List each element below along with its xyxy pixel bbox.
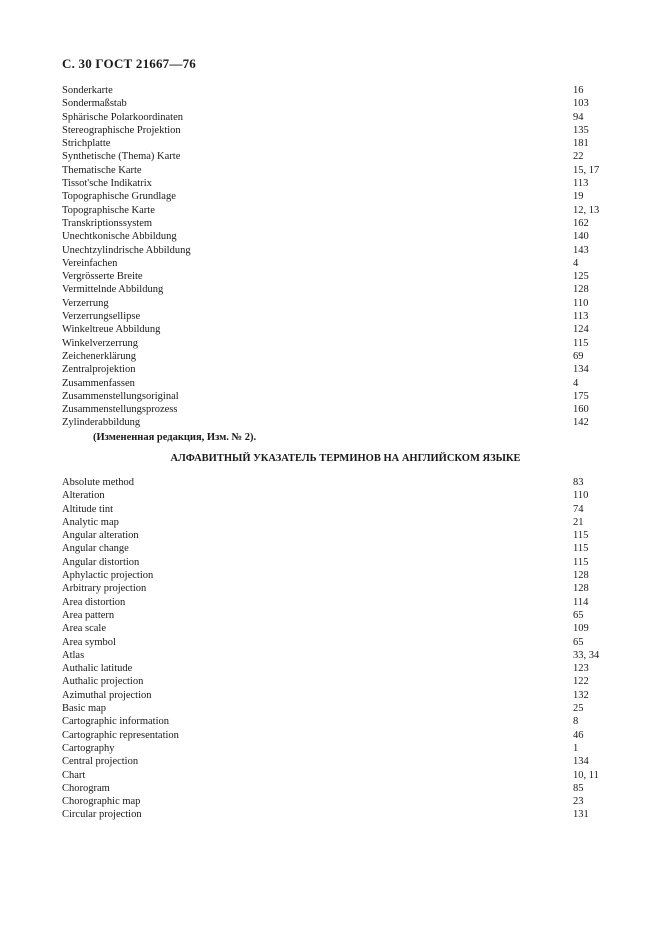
index-term: Atlas	[62, 649, 85, 661]
index-page-ref: 85	[573, 782, 584, 794]
index-term: Winkelverzerrung	[62, 337, 138, 349]
index-page-ref: 142	[573, 417, 589, 429]
index-term: Area symbol	[62, 636, 116, 648]
index-term: Unechtzylindrische Abbildung	[62, 244, 191, 256]
index-term: Zusammenstellungsprozess	[62, 404, 178, 416]
index-term: Strichplatte	[62, 138, 111, 150]
index-page-ref: 83	[573, 477, 584, 488]
index-page-ref: 113	[573, 311, 589, 323]
index-page-ref: 128	[573, 284, 589, 296]
index-term: Vermittelnde Abbildung	[62, 284, 164, 296]
index-term: Zentralprojektion	[62, 364, 136, 376]
index-page-ref: 162	[573, 217, 589, 229]
german-index-row	[62, 164, 622, 177]
index-page-ref: 134	[573, 364, 589, 376]
english-index-row	[62, 808, 622, 821]
index-page-ref: 115	[573, 530, 589, 542]
german-index-list	[62, 84, 622, 430]
english-index-row	[62, 662, 622, 675]
index-page-ref: 19	[573, 191, 584, 203]
index-term: Sonderkarte	[62, 85, 113, 96]
german-index-row	[62, 204, 622, 217]
index-term: Chorogram	[62, 782, 110, 794]
german-index-row	[62, 97, 622, 110]
index-term: Authalic latitude	[62, 663, 133, 675]
english-index-row	[62, 702, 622, 715]
german-index-row	[62, 244, 622, 257]
index-term: Cartographic information	[62, 716, 170, 728]
index-page-ref: 46	[573, 729, 584, 741]
index-page-ref: 115	[573, 556, 589, 568]
english-index-row	[62, 755, 622, 768]
index-page-ref: 22	[573, 151, 584, 163]
index-page-ref: 103	[573, 98, 589, 110]
index-term: Zusammenstellungsoriginal	[62, 390, 179, 402]
index-page-ref: 132	[573, 689, 589, 701]
index-page-ref: 175	[573, 390, 589, 402]
page-header: С. 30 ГОСТ 21667—76	[62, 56, 196, 71]
index-page-ref: 33, 34	[573, 649, 600, 661]
english-index-row	[62, 489, 622, 502]
index-page-ref: 122	[573, 676, 589, 688]
english-index-row	[62, 569, 622, 582]
index-term: Stereographische Projektion	[62, 124, 181, 136]
german-index-row	[62, 190, 622, 203]
index-term: Vergrösserte Breite	[62, 271, 143, 283]
index-page-ref: 1	[573, 742, 579, 754]
index-term: Area scale	[62, 623, 107, 635]
german-index-row	[62, 111, 622, 124]
index-term: Analytic map	[62, 516, 119, 528]
index-term: Verzerrung	[62, 297, 109, 309]
index-page-ref: 181	[573, 138, 589, 150]
index-term: Arbitrary projection	[62, 583, 147, 595]
index-term: Basic map	[62, 703, 107, 715]
english-index-row	[62, 609, 622, 622]
english-index-row	[62, 582, 622, 595]
german-index-row	[62, 350, 622, 363]
index-term: Circular projection	[62, 809, 142, 821]
index-page-ref: 12, 13	[573, 204, 600, 216]
english-index-row	[62, 742, 622, 755]
index-page-ref: 74	[573, 503, 584, 515]
english-index-row	[62, 782, 622, 795]
index-page-ref: 128	[573, 570, 589, 582]
index-term: Sphärische Polarkoordinaten	[62, 111, 184, 123]
english-index-row	[62, 476, 622, 489]
index-term: Cartography	[62, 742, 115, 754]
german-index-row	[62, 177, 622, 190]
index-page-ref: 10, 11	[573, 769, 599, 781]
index-term: Chorographic map	[62, 796, 141, 808]
english-index-row	[62, 516, 622, 529]
revision-note: (Измененная редакция, Изм. № 2).	[93, 432, 257, 443]
index-term: Verzerrungsellipse	[62, 311, 141, 323]
german-index-row	[62, 283, 622, 296]
index-term: Cartographic representation	[62, 729, 179, 741]
index-page-ref: 21	[573, 516, 584, 528]
index-page-ref: 131	[573, 809, 589, 821]
german-index-row	[62, 150, 622, 163]
index-page-ref: 123	[573, 663, 589, 675]
german-index-row	[62, 124, 622, 137]
index-page-ref: 124	[573, 324, 589, 336]
english-index-row	[62, 503, 622, 516]
index-page-ref: 125	[573, 271, 589, 283]
german-index-row	[62, 377, 622, 390]
german-index-row	[62, 230, 622, 243]
index-page-ref: 65	[573, 609, 584, 621]
index-term: Aphylactic projection	[62, 570, 154, 582]
german-index-row	[62, 217, 622, 230]
index-page-ref: 15, 17	[573, 164, 600, 176]
index-page-ref: 94	[573, 111, 584, 123]
index-page-ref: 69	[573, 350, 584, 362]
german-index-row	[62, 416, 622, 429]
index-page-ref: 23	[573, 796, 584, 808]
index-page-ref: 134	[573, 756, 589, 768]
german-index-row	[62, 297, 622, 310]
index-term: Angular change	[62, 543, 129, 555]
german-index-row	[62, 137, 622, 150]
index-page-ref: 143	[573, 244, 589, 256]
index-page-ref: 135	[573, 124, 589, 136]
index-term: Absolute method	[62, 477, 135, 488]
index-term: Chart	[62, 769, 86, 781]
index-term: Central projection	[62, 756, 139, 768]
english-index-row	[62, 715, 622, 728]
english-index-row	[62, 596, 622, 609]
index-term: Topographische Grundlage	[62, 191, 176, 203]
index-term: Azimuthal projection	[62, 689, 152, 701]
index-page-ref: 8	[573, 716, 579, 728]
index-term: Winkeltreue Abbildung	[62, 324, 161, 336]
english-index-row	[62, 556, 622, 569]
index-page-ref: 110	[573, 297, 589, 309]
index-term: Zylinderabbildung	[62, 417, 141, 429]
german-index-row	[62, 363, 622, 376]
german-index-row	[62, 323, 622, 336]
german-index-row	[62, 390, 622, 403]
german-index-row	[62, 310, 622, 323]
index-term: Thematische Karte	[62, 164, 142, 176]
index-term: Transkriptionssystem	[62, 217, 153, 229]
index-page-ref: 25	[573, 703, 584, 715]
index-term: Authalic projection	[62, 676, 144, 688]
index-page-ref: 160	[573, 404, 589, 416]
index-page-ref: 128	[573, 583, 589, 595]
english-index-row	[62, 529, 622, 542]
index-term: Angular distortion	[62, 556, 140, 568]
index-term: Synthetische (Thema) Karte	[62, 151, 181, 163]
index-page-ref: 109	[573, 623, 589, 635]
index-page-ref: 65	[573, 636, 584, 648]
german-index-row	[62, 84, 622, 97]
index-page-ref: 140	[573, 231, 589, 243]
index-term: Altitude tint	[62, 503, 114, 515]
english-index-list	[62, 476, 622, 822]
index-term: Topographische Karte	[62, 204, 155, 216]
index-term: Zeichenerklärung	[62, 350, 137, 362]
english-index-row	[62, 729, 622, 742]
index-page-ref: 114	[573, 596, 589, 608]
english-index-row	[62, 622, 622, 635]
english-index-row	[62, 689, 622, 702]
index-page-ref: 16	[573, 85, 584, 96]
index-page-ref: 113	[573, 178, 589, 190]
english-index-row	[62, 675, 622, 688]
index-term: Sondermaßstab	[62, 98, 127, 110]
english-index-row	[62, 649, 622, 662]
index-term: Area distortion	[62, 596, 126, 608]
index-page-ref: 115	[573, 543, 589, 555]
index-term: Tissot'sche Indikatrix	[62, 178, 152, 190]
index-term: Alteration	[62, 490, 105, 502]
english-index-row	[62, 542, 622, 555]
german-index-row	[62, 257, 622, 270]
index-page-ref: 4	[573, 377, 579, 389]
german-index-row	[62, 403, 622, 416]
index-term: Unechtkonische Abbildung	[62, 231, 177, 243]
index-page-ref: 4	[573, 257, 579, 269]
index-page-ref: 115	[573, 337, 589, 349]
english-index-row	[62, 636, 622, 649]
index-term: Area pattern	[62, 609, 115, 621]
index-term: Vereinfachen	[62, 257, 118, 269]
index-page-ref: 110	[573, 490, 589, 502]
index-term: Angular alteration	[62, 530, 139, 542]
index-term: Zusammenfassen	[62, 377, 135, 389]
english-index-row	[62, 795, 622, 808]
german-index-row	[62, 270, 622, 283]
english-index-heading: АЛФАВИТНЫЙ УКАЗАТЕЛЬ ТЕРМИНОВ НА АНГЛИЙСКОМ ЯЗЫКЕ	[170, 453, 521, 464]
german-index-row	[62, 337, 622, 350]
english-index-row	[62, 769, 622, 782]
